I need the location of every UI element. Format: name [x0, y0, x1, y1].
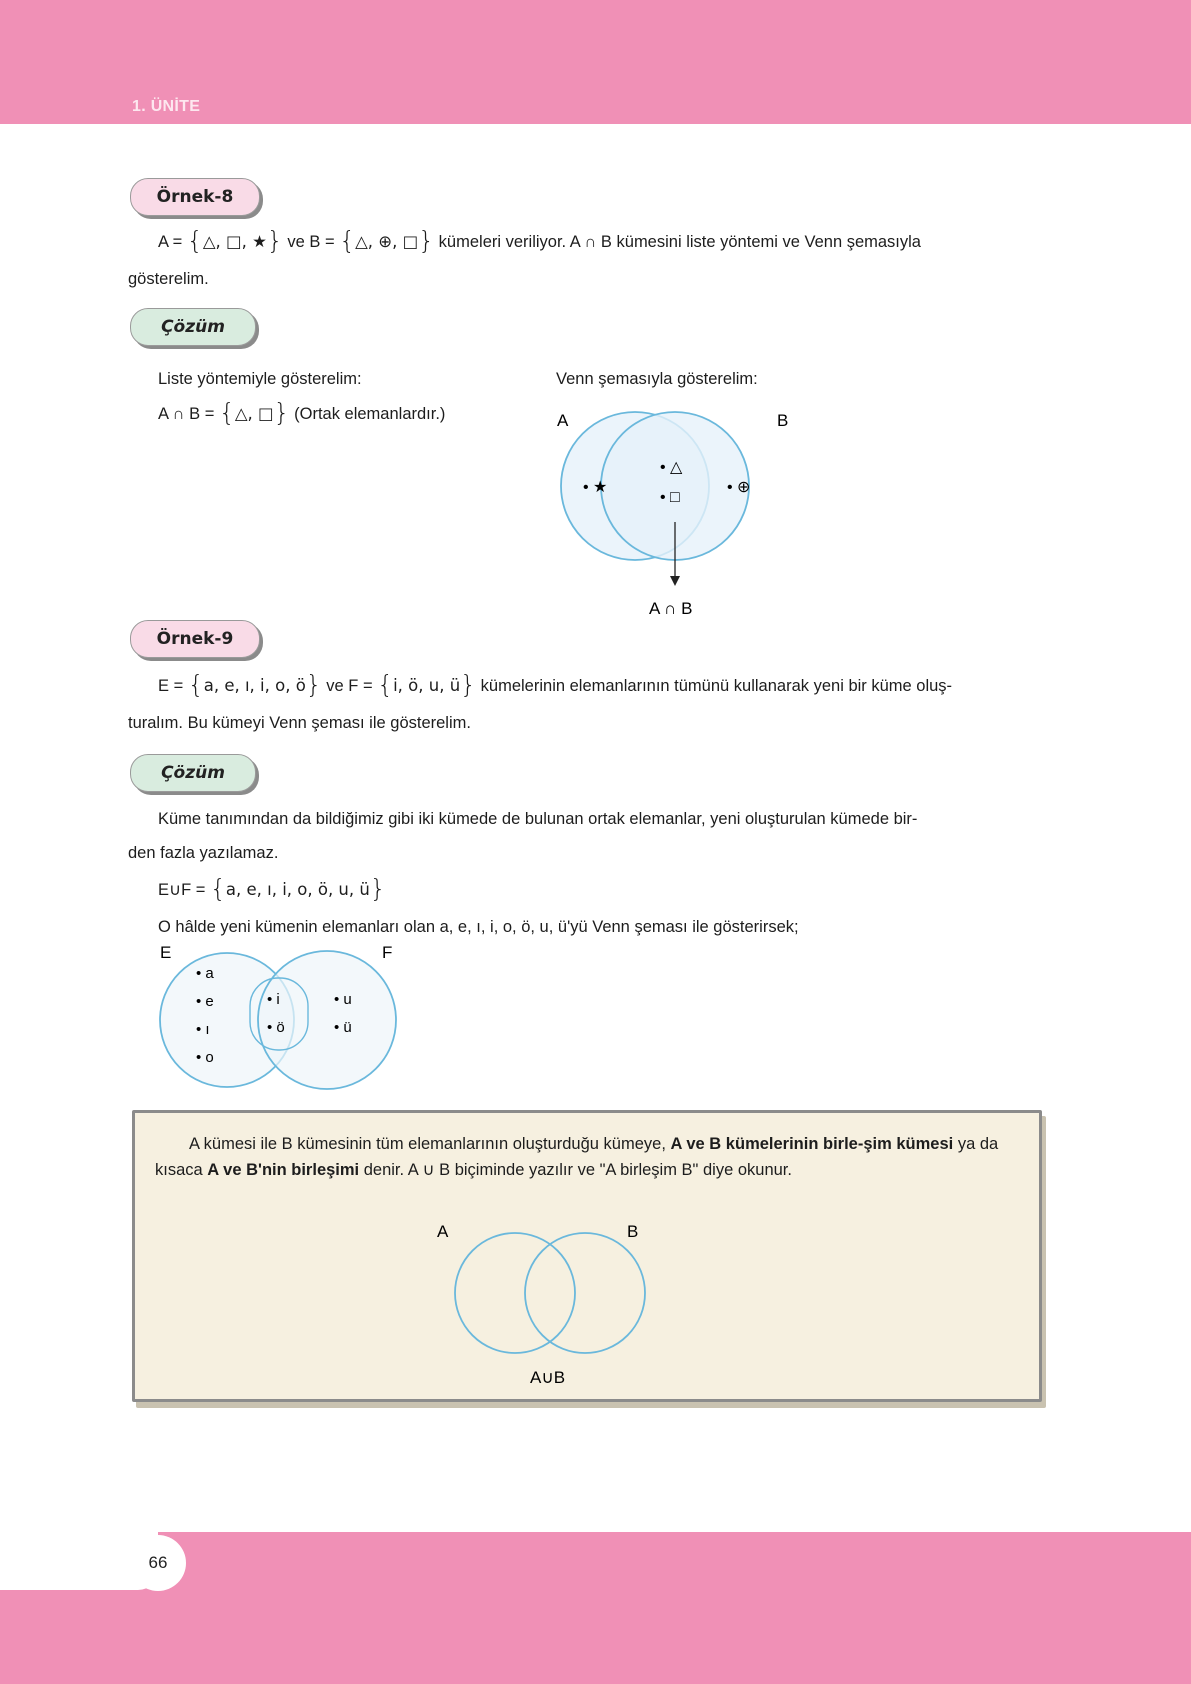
list-method-heading: Liste yöntemiyle gösterelim: [158, 370, 362, 388]
example-9-label: Örnek-9 [130, 620, 260, 658]
example-9-statement: E = {a, e, ı, i, o, ö} ve F = {i, ö, u, ü} kümelerinin elemanlarının tümünü kullanarak yeni bir küme oluş- [158, 670, 953, 699]
intersection-caption: A ∩ B [649, 599, 693, 618]
example-8-label: Örnek-8 [130, 178, 260, 216]
only-e-element: • e [196, 993, 214, 1010]
only-e-element: • o [196, 1049, 214, 1066]
unit-label: 1. ÜNİTE [132, 98, 201, 115]
union-result: E∪F = {a, e, ı, i, o, ö, u, ü} [158, 874, 386, 903]
venn-method-heading: Venn şemasıyla gösterelim: [556, 370, 758, 388]
example-8-solution-label: Çözüm [130, 308, 256, 346]
intersection-element: • i [267, 991, 280, 1008]
set-b-label: B [777, 411, 789, 430]
set-a-label: A [557, 411, 569, 430]
arrow-head [670, 576, 680, 586]
example-9-solution-label: Çözüm [130, 754, 256, 792]
intersection-element: • △ [660, 459, 683, 476]
example-9-statement-line2: turalım. Bu kümeyi Venn şeması ile gösterelim. [128, 714, 471, 732]
union-caption: A∪B [530, 1368, 566, 1387]
example-8-statement-line2: gösterelim. [128, 270, 209, 288]
intersection-element: • ö [267, 1019, 285, 1036]
only-f-element: • ü [334, 1019, 352, 1036]
set-a-label: A [437, 1222, 449, 1241]
explanation-line1: Küme tanımından da bildiğimiz gibi iki kümede de bulunan ortak elemanlar, yeni oluşturulan kümede bir- [158, 810, 918, 828]
only-a-element: • ★ [583, 479, 608, 496]
set-f-label: F [382, 943, 393, 962]
definition-text: A kümesi ile B kümesinin tüm elemanlarının oluşturduğu kümeye, A ve B kümelerinin birle-şim kümesi ya da kısaca A ve B'nin birleşimi denir. A ∪ B biçiminde yazılır ve "A birleşim B" diye okunur. [155, 1135, 999, 1179]
definition-box [132, 1110, 1042, 1402]
explanation-line2: den fazla yazılamaz. [128, 844, 279, 862]
only-b-element: • ⊕ [727, 479, 751, 496]
page-number: 66 [130, 1535, 186, 1591]
set-a-circle [455, 1233, 575, 1353]
only-e-element: • a [196, 965, 214, 982]
venn-diagram-union-ab [435, 1213, 665, 1389]
venn-diagram-intersection [545, 400, 815, 630]
venn-diagram-union-ef [152, 940, 414, 1100]
set-e-label: E [160, 943, 172, 962]
explanation-para2: O hâlde yeni kümenin elemanları olan a, e, ı, i, o, ö, u, ü'yü Venn şeması ile gösterirsek; [158, 918, 799, 936]
example-8-statement: A = {△, □, ★} ve B = {△, ⊕, □} kümeleri veriliyor. A ∩ B kümesini liste yöntemi ve Venn şemasıyla [158, 226, 921, 255]
set-b-circle [525, 1233, 645, 1353]
list-method-result: A ∩ B = {△, □} (Ortak elemanlardır.) [158, 398, 446, 427]
intersection-element: • □ [660, 489, 680, 506]
only-e-element: • ı [196, 1021, 210, 1038]
only-f-element: • u [334, 991, 352, 1008]
set-b-label: B [627, 1222, 639, 1241]
